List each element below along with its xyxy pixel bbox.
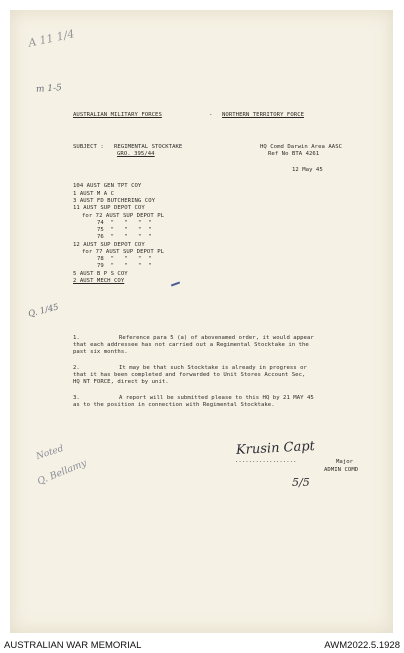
header-command: NORTHERN TERRITORY FORCE (222, 112, 305, 118)
signature-scrawl: Krusin Capt (235, 438, 316, 459)
addressee-item: 2 AUST MECH COY (73, 278, 125, 284)
handwritten-note-mid: Q. 1/45 (27, 302, 60, 320)
handwritten-note-minute: m 1-5 (35, 83, 63, 95)
paragraph-line: Reference para 5 (a) of abovenamed order, it would appear (119, 335, 314, 341)
handwritten-note-initials: Q. Bellamy (35, 457, 89, 488)
from-hq: HQ Comd Darwin Area AASC (260, 144, 343, 150)
signature-appointment: ADMIN COMD (324, 467, 359, 473)
from-ref: Ref No BTA 4261 (268, 151, 320, 157)
document-date: 12 May 45 (292, 167, 323, 173)
signature-rank: Major (336, 459, 354, 465)
addressee-item: 74 " " " " (97, 220, 152, 226)
addressee-item: 11 AUST SUP DEPOT COY (73, 205, 145, 211)
archive-source: AUSTRALIAN WAR MEMORIAL (4, 640, 142, 651)
paragraph-line: that each addressee has not carried out a Regimental Stocktake in the (73, 342, 309, 348)
paragraph-number: 3. (73, 395, 80, 401)
addressee-item: 5 AUST B P S COY (73, 271, 128, 277)
paragraph-line: past six months. (73, 349, 128, 355)
addressee-item: 1 AUST M A C (73, 191, 115, 197)
document-page (10, 10, 393, 633)
handwritten-note-top: A 11 1/4 (27, 27, 76, 50)
addressee-item: 104 AUST GEN TPT COY (73, 183, 142, 189)
paragraph-number: 1. (73, 335, 80, 341)
addressee-item: 78 " " " " (97, 256, 152, 262)
addressee-item: 12 AUST SUP DEPOT COY (73, 242, 145, 248)
paragraph-line: that it has been completed and forwarded to Unit Stores Account Sec, (73, 372, 306, 378)
addressee-item: for 77 AUST SUP DEPOT PL (82, 249, 165, 255)
addressee-item: 75 " " " " (97, 227, 152, 233)
archive-footer (0, 639, 404, 653)
addressee-item: 76 " " " " (97, 234, 152, 240)
handwritten-date-under-signature: 5/5 (292, 476, 310, 489)
subject-title: REGIMENTAL STOCKTAKE (114, 144, 183, 150)
paragraph-line: A report will be submitted please to this HQ by 21 MAY 45 (119, 395, 314, 401)
handwritten-note-noted: Noted (35, 443, 65, 463)
subject-ref: GRO. 395/44 (117, 151, 155, 157)
addressee-item: 79 " " " " (97, 263, 152, 269)
paragraph-line: It may be that such Stocktake is already in progress or (119, 365, 307, 371)
archive-id: AWM2022.5.1928 (324, 640, 400, 651)
addressee-item: 3 AUST FD BUTCHERING COY (73, 198, 156, 204)
header-org: AUSTRALIAN MILITARY FORCES (73, 112, 162, 118)
pencil-tick-mark (171, 282, 180, 287)
paragraph-line: as to the position in connection with Regimental Stocktake. (73, 402, 275, 408)
paragraph-number: 2. (73, 365, 80, 371)
subject-label: SUBJECT : (73, 144, 104, 150)
paragraph-line: HQ NT FORCE, direct by unit. (73, 379, 169, 385)
signature-dotted-line: .................. (235, 458, 297, 464)
addressee-item: for 72 AUST SUP DEPOT PL (82, 213, 165, 219)
header-dash: - (209, 112, 213, 118)
